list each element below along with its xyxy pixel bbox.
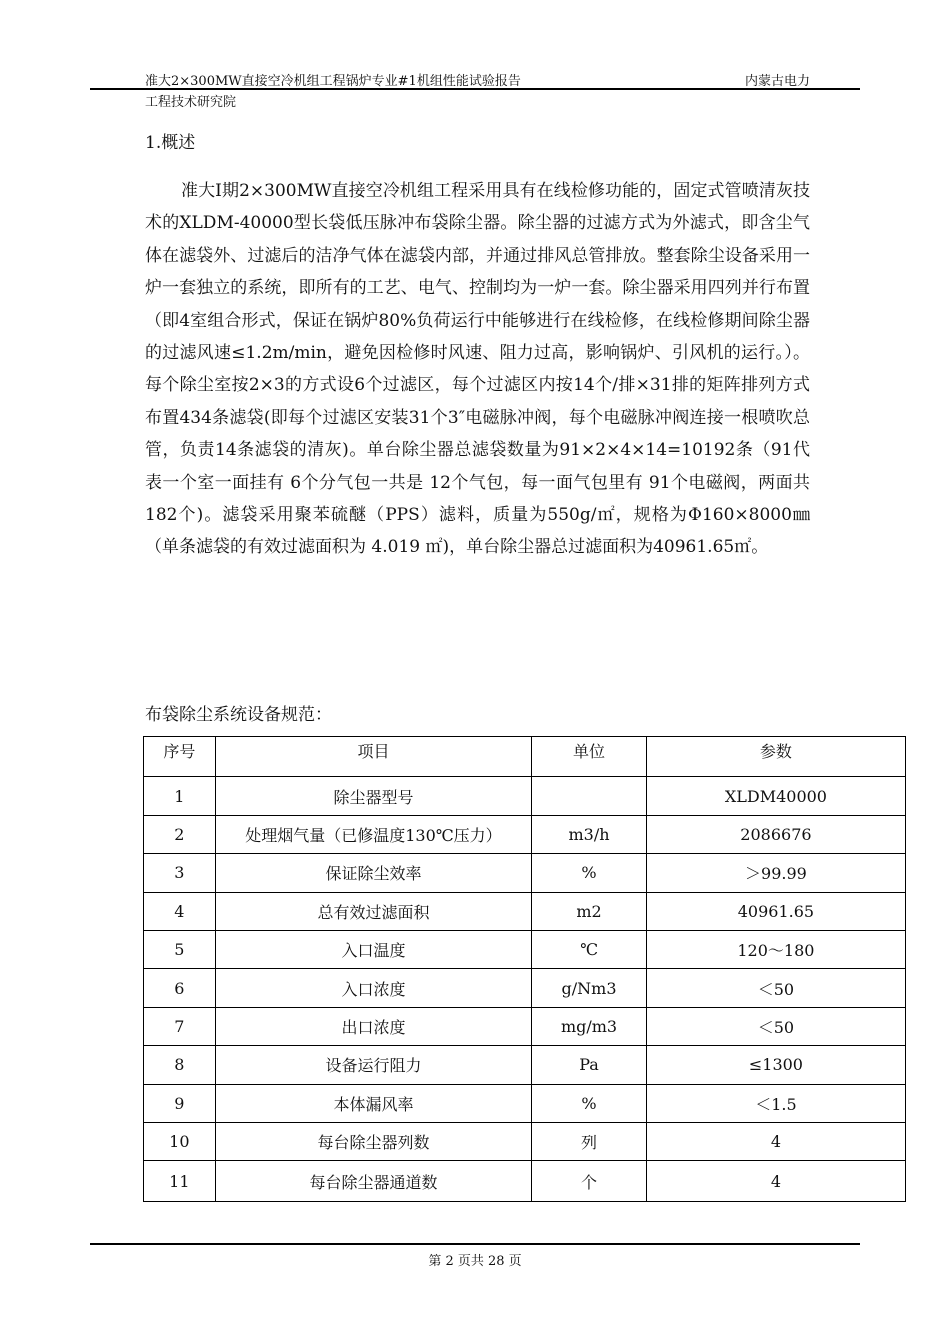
- table-cell: 1: [144, 777, 216, 815]
- table-cell: ＜50: [646, 969, 905, 1007]
- table-cell: 11: [144, 1161, 216, 1202]
- table-row: [144, 930, 906, 968]
- table-cell: m2: [532, 892, 647, 930]
- table-cell: 5: [144, 930, 216, 968]
- table-cell: 入口浓度: [215, 969, 531, 1007]
- footer-rule: [90, 1243, 860, 1245]
- table-cell: 列: [532, 1122, 647, 1160]
- table-cell: 10: [144, 1122, 216, 1160]
- table-cell: 保证除尘效率: [215, 854, 531, 892]
- table-row: [144, 1122, 906, 1160]
- table-row: [144, 1084, 906, 1122]
- table-cell: 出口浓度: [215, 1007, 531, 1045]
- page-header: [145, 70, 860, 88]
- table-row: [144, 1161, 906, 1202]
- table-cell: XLDM40000: [646, 777, 905, 815]
- table-cell: 每台除尘器列数: [215, 1122, 531, 1160]
- table-cell: m3/h: [532, 815, 647, 853]
- table-cell: g/Nm3: [532, 969, 647, 1007]
- table-cell: 4: [144, 892, 216, 930]
- table-cell: 本体漏风率: [215, 1084, 531, 1122]
- table-row: [144, 969, 906, 1007]
- table-cell: 2086676: [646, 815, 905, 853]
- table-row: [144, 1007, 906, 1045]
- header-cell: 项目: [215, 737, 531, 777]
- header-organization-continued: 工程技术研究院: [145, 95, 237, 110]
- table-cell: mg/m3: [532, 1007, 647, 1045]
- table-row: [144, 815, 906, 853]
- table-cell: 7: [144, 1007, 216, 1045]
- table-row: [144, 777, 906, 815]
- table-cell: 2: [144, 815, 216, 853]
- table-cell: 总有效过滤面积: [215, 892, 531, 930]
- table-cell: 4: [646, 1161, 905, 1202]
- table-cell: 入口温度: [215, 930, 531, 968]
- section-title: 1.概述: [145, 133, 196, 153]
- header-rule: [90, 88, 860, 90]
- table-caption: 布袋除尘系统设备规范：: [145, 705, 332, 725]
- table-row: [144, 1046, 906, 1084]
- header-report-title: 准大2×300MW直接空冷机组工程锅炉专业#1机组性能试验报告: [145, 74, 521, 89]
- table-cell: 4: [646, 1122, 905, 1160]
- header-cell: 单位: [532, 737, 647, 777]
- table-cell: ℃: [532, 930, 647, 968]
- table-cell: 120～180: [646, 930, 905, 968]
- table-cell: 个: [532, 1161, 647, 1202]
- header-organization: 内蒙古电力: [744, 74, 810, 89]
- table-cell: %: [532, 1084, 647, 1122]
- table-cell: 9: [144, 1084, 216, 1122]
- table-cell: 8: [144, 1046, 216, 1084]
- header-cell: 序号: [144, 737, 216, 777]
- table-cell: ＜1.5: [646, 1084, 905, 1122]
- table-cell: Pa: [532, 1046, 647, 1084]
- spec-table: [143, 736, 906, 1202]
- table-row: [144, 854, 906, 892]
- table-cell: ＞99.99: [646, 854, 905, 892]
- table-cell: ＜50: [646, 1007, 905, 1045]
- table-cell: 除尘器型号: [215, 777, 531, 815]
- table-cell: 处理烟气量（已修温度130℃压力）: [215, 815, 531, 853]
- table-row: [144, 892, 906, 930]
- overview-paragraph: [145, 175, 810, 564]
- table-cell: ≤1300: [646, 1046, 905, 1084]
- header-cell: 参数: [646, 737, 905, 777]
- table-cell: 40961.65: [646, 892, 905, 930]
- table-cell: 设备运行阻力: [215, 1046, 531, 1084]
- table-cell: 6: [144, 969, 216, 1007]
- overview-text: 准大Ⅰ期2×300MW直接空冷机组工程采用具有在线检修功能的，固定式管喷清灰技术的XLDM-40000型长袋低压脉冲布袋除尘器。除尘器的过滤方式为外滤式，即含尘气体在滤袋外、过滤后的洁净气体在滤袋内部，并通过排风总管排放。整套除尘设备采用一炉一套独立的系统，即所有的工艺、电气、控制均为一炉一套。除尘器采用四列并行布置（即4室组合形式，保证在锅炉80%负荷运行中能够进行在线检修，在线检修期间除尘器的过滤风速≤1.2m/min，避免因检修时风速、阻力过高，影响锅炉、引风机的运行。）。每个除尘室按2×3的方式设6个过滤区，每个过滤区内按14个/排×31排的矩阵排列方式布置434条滤袋(即每个过滤区安装31个3″电磁脉冲阀，每个电磁脉冲阀连接一根喷吹总管，负责14条滤袋的清灰)。单台除尘器总滤袋数量为91×2×4×14=10192条（91代表一个室一面挂有 6个分气包一共是 12个气包，每一面气包里有 91个电磁阀，两面共182个)。滤袋采用聚苯硫醚（PPS）滤料，质量为550g/㎡，规格为Φ160×8000㎜（单条滤袋的有效过滤面积为 4.019 ㎡)，单台除尘器总过滤面积为40961.65㎡。: [145, 181, 810, 558]
- table-cell: %: [532, 854, 647, 892]
- table-header-row: [144, 737, 906, 777]
- table-cell: 3: [144, 854, 216, 892]
- page-footer: 第 2 页共 28 页: [428, 1254, 522, 1269]
- table-cell: 每台除尘器通道数: [215, 1161, 531, 1202]
- table-cell: [532, 777, 647, 815]
